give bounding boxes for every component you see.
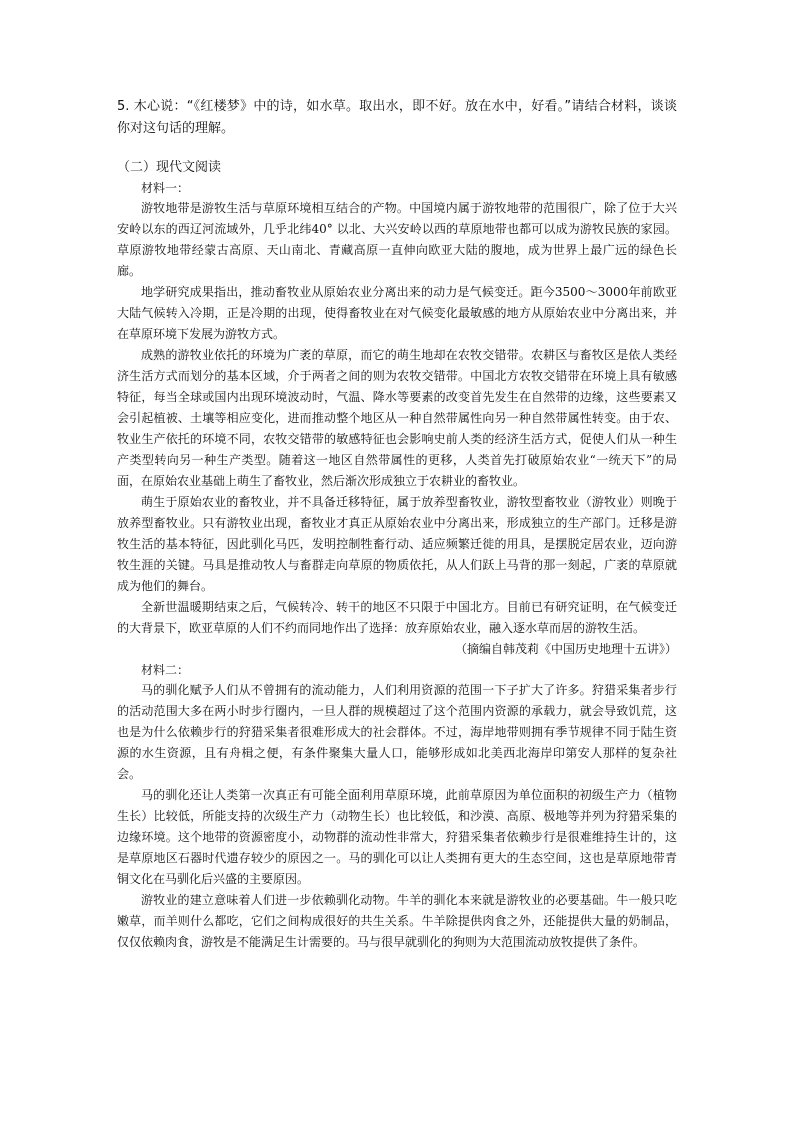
material-1-label: 材料一： [141,181,190,195]
material-1-paragraph: 全新世温暖期结束之后，气候转冷、转干的地区不只限于中国北方。目前已有研究证明，在气候变迁的大背景下，欧亚草原的人们不约而同地作出了选择：放弃原始农业，融入逐水草而居的游牧生活。 [117,600,677,635]
section-title: （二）现代文阅读 [117,160,222,175]
question-5: 5. 木心说：“《红楼梦》中的诗，如水草。取出水，即不好。放在水中，好看。”请结合材料，谈谈你对这句话的理解。 [117,99,677,136]
material-2-paragraph: 游牧业的建立意味着人们进一步依赖驯化动物。牛羊的驯化本来就是游牧业的必要基础。牛一般只吃嫩草，而羊则什么都吃，它们之间构成很好的共生关系。牛羊除提供肉食之外，还能提供大量的奶制品，仅仅依赖肉食，游牧是不能满足生计需要的。马与很早就驯化的狗则为大范围流动放牧提供了条件。 [117,893,677,949]
material-1-source: （摘编自韩茂莉《中国历史地理十五讲》） [454,642,677,656]
material-1-paragraph: 游牧地带是游牧生活与草原环境相互结合的产物。中国境内属于游牧地带的范围很广，除了位于大兴安岭以东的西辽河流域外，几乎北纬40° 以北、大兴安岭以西的草原地带也都可以成为游牧民族的家园。草原游牧地带经蒙古高原、天山南北、青藏高原一直伸向欧亚大陆的腹地，成为世界上最广远的绿色长廊。 [117,201,677,278]
material-1-paragraph: 成熟的游牧业依托的环境为广袤的草原，而它的萌生地却在农牧交错带。农耕区与畜牧区是依人类经济生活方式而划分的基本区域，介于两者之间的则为农牧交错带。中国北方农牧交错带在环境上具有敏感特征，每当全球或国内出现环境波动时，气温、降水等要素的改变首先发生在自然带的边缘，这些要素又会引起植被、土壤等相应变化，进而推动整个地区从一种自然带属性向另一种自然带属性转变。由于农、牧业生产依托的环境不同，农牧交错带的敏感特征也会影响史前人类的经济生活方式，促使人们从一种生产类型转向另一种生产类型。随着这一地区自然带属性的更移，人类首先打破原始农业“一统天下”的局面，在原始农业基础上萌生了畜牧业，然后渐次形成独立于农耕业的畜牧业。 [117,348,677,488]
material-2-label: 材料二： [141,663,190,677]
material-2-paragraph: 马的驯化还让人类第一次真正有可能全面利用草原环境，此前草原因为单位面积的初级生产力（植物生长）比较低，所能支持的次级生产力（动物生长）也比较低，和沙漠、高原、极地等并列为狩猎采集的边缘环境。这个地带的资源密度小，动物群的流动性非常大，狩猎采集者依赖步行是很难维持生计的，这是草原地区石器时代遗存较少的原因之一。马的驯化可以让人类拥有更大的生态空间，这也是草原地带青铜文化在马驯化后兴盛的主要原因。 [117,788,677,886]
exam-page [117,96,677,953]
material-2-paragraph: 马的驯化赋予人们从不曾拥有的流动能力，人们利用资源的范围一下子扩大了许多。狩猎采集者步行的活动范围大多在两小时步行圈内，一旦人群的规模超过了这个范围内资源的承载力，就会导致饥荒，这也是为什么依赖步行的狩猎采集者很难形成大的社会群体。不过，海岸地带则拥有季节规律不同于陆生资源的水生资源，且有舟楫之便，有条件聚集大量人口，能够形成如北美西北海岸印第安人那样的复杂社会。 [117,683,677,781]
material-1-paragraph: 地学研究成果指出，推动畜牧业从原始农业分离出来的动力是气候变迁。距今3500～3000年前欧亚大陆气候转入冷期，正是冷期的出现，使得畜牧业在对气候变化最敏感的地方从原始农业中分离出来，并在草原环境下发展为游牧方式。 [117,285,677,341]
material-1-paragraph: 萌生于原始农业的畜牧业，并不具备迁移特征，属于放养型畜牧业，游牧型畜牧业（游牧业）则晚于放养型畜牧业。只有游牧业出现，畜牧业才真正从原始农业中分离出来，形成独立的生产部门。迁移是游牧生活的基本特征，因此驯化马匹，发明控制牲畜行动、适应频繁迁徙的用具，是摆脱定居农业，迈向游牧生涯的关键。马具是推动牧人与畜群走向草原的物质依托，从人们跃上马背的那一刻起，广袤的草原就成为他们的舞台。 [117,495,677,593]
